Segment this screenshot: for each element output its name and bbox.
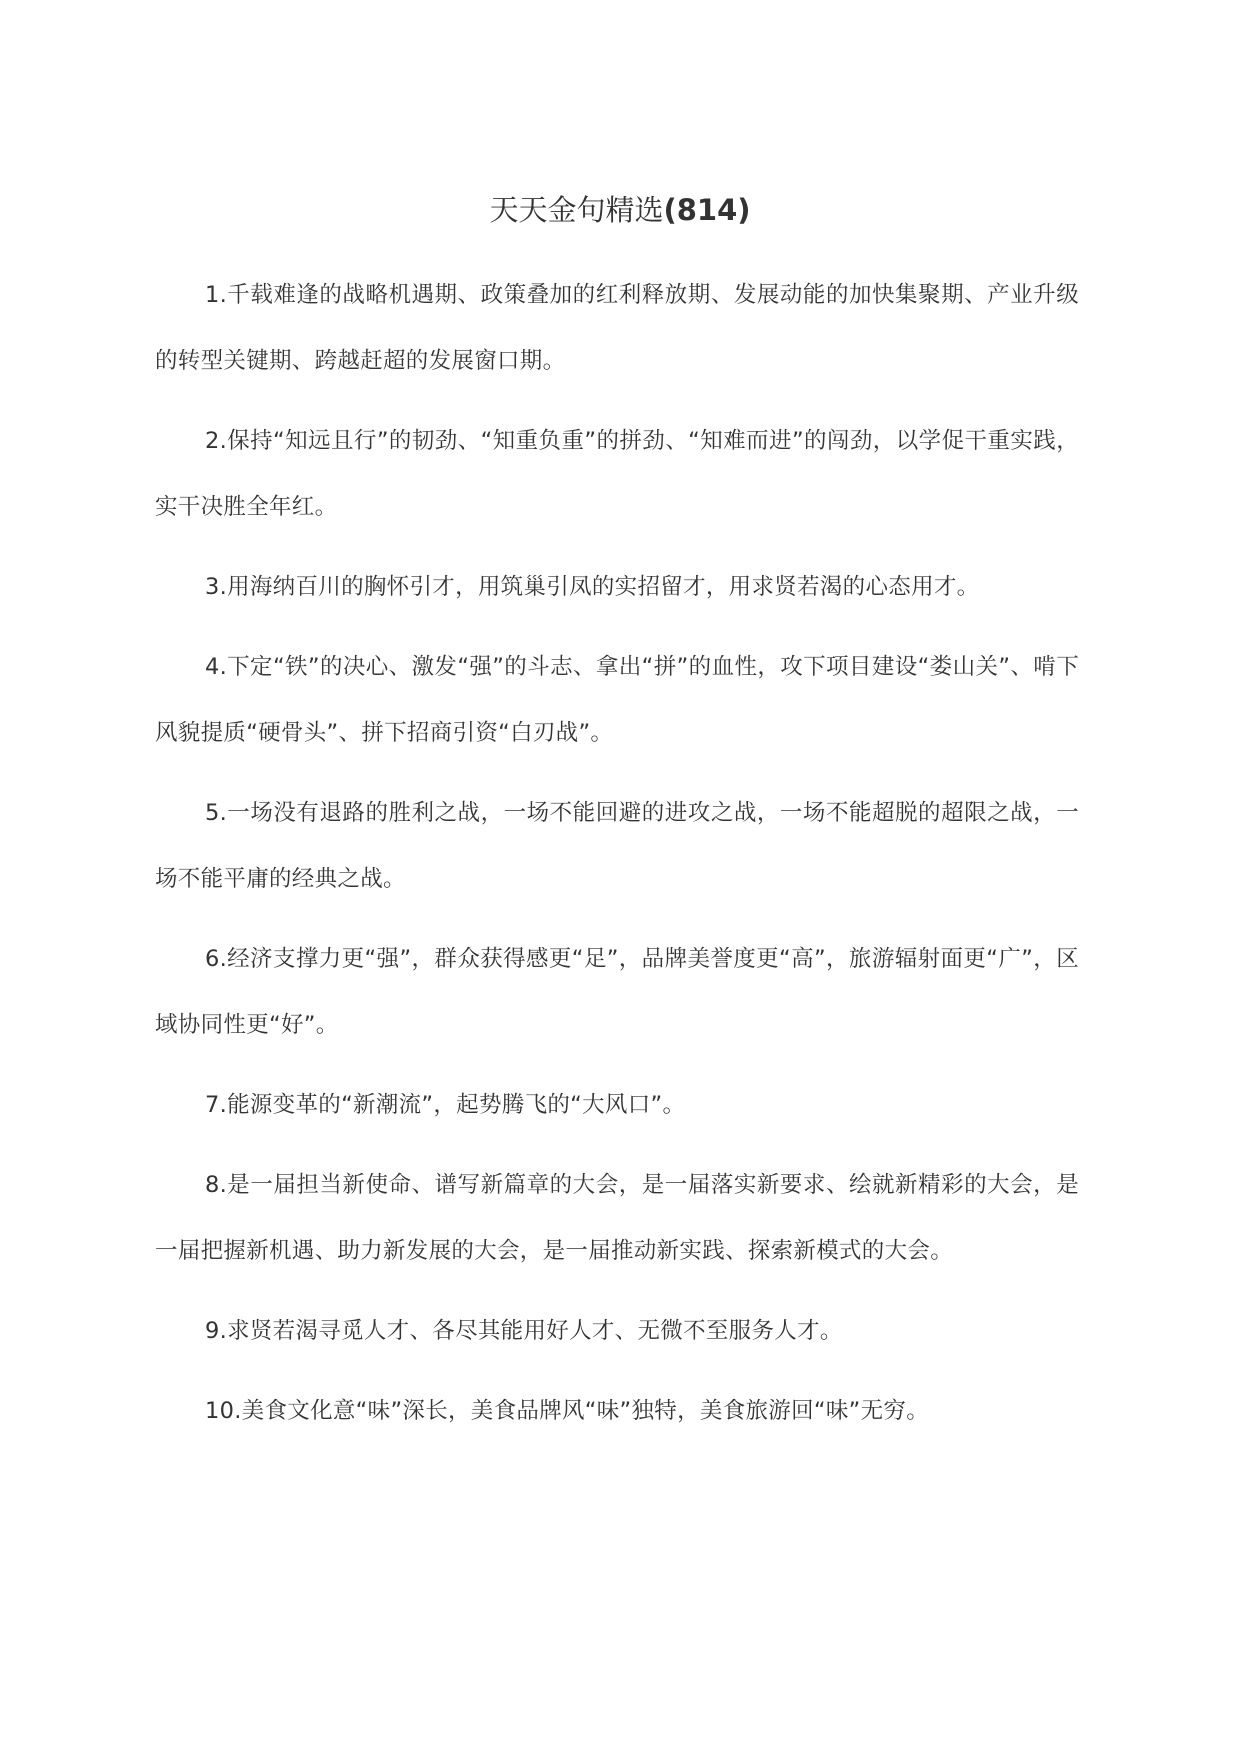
quote-item-9: 9.求贤若渴寻觅人才、各尽其能用好人才、无微不至服务人才。 bbox=[205, 1318, 843, 1344]
quote-item-7: 7.能源变革的“新潮流”，起势腾飞的“大风口”。 bbox=[205, 1092, 686, 1118]
quote-list bbox=[155, 262, 1079, 1458]
quote-item-6: 6.经济支撑力更“强”，群众获得感更“足”，品牌美誉度更“高”，旅游辐射面更“广”，区域协同性更“好”。 bbox=[155, 946, 1079, 1038]
title-number: (814) bbox=[663, 193, 751, 227]
quote-item-4: 4.下定“铁”的决心、激发“强”的斗志、拿出“拼”的血性，攻下项目建设“娄山关”、啃下风貌提质“硬骨头”、拼下招商引资“白刃战”。 bbox=[155, 654, 1079, 746]
quote-item-3: 3.用海纳百川的胸怀引才，用筑巢引凤的实招留才，用求贤若渴的心态用才。 bbox=[205, 574, 980, 600]
title-text: 天天金句精选 bbox=[489, 193, 664, 227]
quote-item-5: 5.一场没有退路的胜利之战，一场不能回避的进攻之战，一场不能超脱的超限之战，一场不能平庸的经典之战。 bbox=[155, 800, 1079, 892]
quote-item-8: 8.是一届担当新使命、谱写新篇章的大会，是一届落实新要求、绘就新精彩的大会，是一届把握新机遇、助力新发展的大会，是一届推动新实践、探索新模式的大会。 bbox=[155, 1172, 1079, 1264]
quote-item-1: 1.千载难逢的战略机遇期、政策叠加的红利释放期、发展动能的加快集聚期、产业升级的转型关键期、跨越赶超的发展窗口期。 bbox=[155, 282, 1079, 374]
page-title bbox=[0, 190, 1240, 230]
quote-item-2: 2.保持“知远且行”的韧劲、“知重负重”的拼劲、“知难而进”的闯劲，以学促干重实践，实干决胜全年红。 bbox=[155, 428, 1079, 520]
quote-item-10: 10.美食文化意“味”深长，美食品牌风“味”独特，美食旅游回“味”无穷。 bbox=[205, 1398, 930, 1424]
